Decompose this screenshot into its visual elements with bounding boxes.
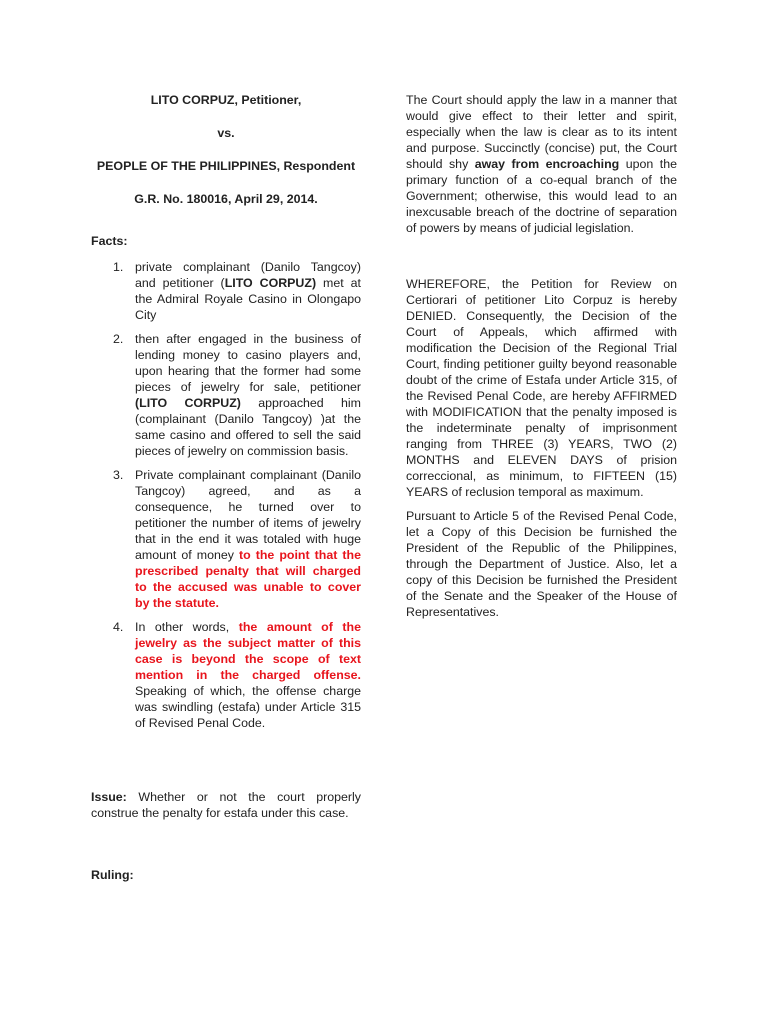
issue-label: Issue: <box>91 790 127 804</box>
fact-item-2 <box>91 331 361 459</box>
fact-text: In other words, <box>135 620 239 634</box>
issue-paragraph <box>91 789 361 821</box>
fact-bold-text: LITO CORPUZ) <box>224 276 317 290</box>
pursuant-paragraph: Pursuant to Article 5 of the Revised Penal Code, let a Copy of this Decision be furnished the President of the Republic of the Philippines, through the Department of Justice. Also, let a copy of this Decision be furnished the President of the Senate and the Speaker of the House of Representatives. <box>406 509 677 619</box>
fact-text: then after engaged in the business of lending money to casino players and, upon hearing that the former had some pieces of jewelry for sale, petitioner <box>135 332 361 394</box>
fact-text: Speaking of which, the offense charge was swindling (estafa) under Article 315 of Revised Penal Code. <box>135 684 361 730</box>
case-versus: vs. <box>217 126 235 140</box>
right-column <box>406 92 677 620</box>
ruling-heading: Ruling: <box>91 868 134 882</box>
case-gr-number: G.R. No. 180016, April 29, 2014. <box>134 192 318 206</box>
fact-text: approached him (complainant (Danilo Tangcoy) )at the same casino and offered to sell the said pieces of jewelry on commission basis. <box>135 396 361 458</box>
facts-list <box>91 259 361 731</box>
fact-text: Private complainant complainant (Danilo Tangcoy) agreed, and as a consequence, he turned over to petitioner the number of items of jewelry that in the end it was totaled with huge amount of money <box>135 468 361 562</box>
ruling-bold-text: away from encroaching <box>474 157 620 171</box>
left-column <box>91 92 361 883</box>
issue-text: Whether or not the court properly construe the penalty for estafa under this case. <box>91 790 361 820</box>
ruling-text: upon the primary function of a co-equal branch of the Government; otherwise, this would lead to an inexcusable breach of the doctrine of separation of powers by means of judicial legislation. <box>406 157 677 235</box>
fact-number: 1. <box>113 260 124 274</box>
fact-item-4 <box>91 619 361 731</box>
wherefore-paragraph: WHEREFORE, the Petition for Review on Certiorari of petitioner Lito Corpuz is hereby DENIED. Consequently, the Decision of the Court of Appeals, which affirmed with modification the Decision of the Regional Trial Court, finding petitioner guilty beyond reasonable doubt of the crime of Estafa under Article 315, of the Revised Penal Code, are hereby AFFIRMED with MODIFICATION that the penalty imposed is the indeterminate penalty of imprisonment ranging from THREE (3) YEARS, TWO (2) MONTHS and ELEVEN DAYS of prision correccional, as minimum, to FIFTEEN (15) YEARS of reclusion temporal as maximum. <box>406 277 677 499</box>
fact-number: 4. <box>113 620 124 634</box>
fact-number: 3. <box>113 468 124 482</box>
fact-item-3 <box>91 467 361 611</box>
fact-text: private complainant (Danilo Tangcoy) and petitioner ( <box>135 260 361 290</box>
ruling-paragraph-1 <box>406 92 677 236</box>
facts-heading: Facts: <box>91 234 128 248</box>
fact-number: 2. <box>113 332 124 346</box>
ruling-text: The Court should apply the law in a manner that would give effect to their letter and spirit, especially when the law is clear as to its intent and purpose. Succinctly (concise) put, the Court should shy <box>406 93 677 171</box>
fact-bold-text: (LITO CORPUZ) <box>135 396 241 410</box>
fact-highlight-text: to the point that the prescribed penalty that will charged to the accused was unable to cover by the statute. <box>135 548 362 610</box>
fact-highlight-text: the amount of the jewelry as the subject matter of this case is beyond the scope of text mention in the charged offense. <box>135 620 361 682</box>
fact-text: met at the Admiral Royale Casino in Olongapo City <box>135 276 361 322</box>
case-petitioner: LITO CORPUZ, Petitioner, <box>150 93 302 107</box>
fact-item-1 <box>91 259 361 323</box>
case-respondent: PEOPLE OF THE PHILIPPINES, Respondent <box>96 159 356 173</box>
